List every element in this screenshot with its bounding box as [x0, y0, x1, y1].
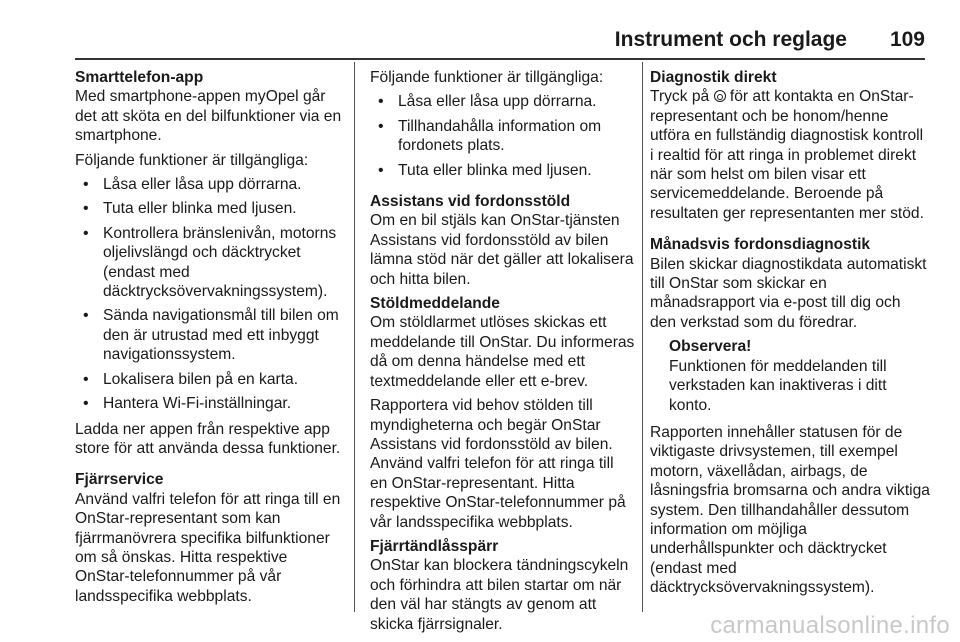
watermark: carmanualsonline.info	[710, 612, 950, 639]
onstar-button-icon	[714, 90, 726, 102]
paragraph: Bilen skickar diagnostikdata automatiskt till OnStar som skickar en månadsrapport via e-post till dig och den verkstad som du föredrar.	[650, 255, 927, 331]
paragraph: Rapporten innehåller statusen för de viktigaste drivsystemen, till exempel motorn, växellådan, airbags, de låsningsfria bromsarna och andra viktiga system. Den tillhandahåller dessutom information om möjliga underhållspunkter och däcktrycket (endast med däcktrycksövervakningssystem).	[650, 423, 930, 597]
text-fragment: Tryck på	[650, 88, 710, 106]
paragraph: Följande funktioner är tillgängliga:	[75, 151, 309, 169]
list-item: • Kontrollera bränslenivån, motorns oljelivslängd och däcktrycket (endast med däcktrycksövervakningssystem).	[75, 224, 345, 302]
paragraph	[650, 87, 930, 223]
bullet-list	[370, 92, 635, 180]
section-title-diagnostics-direct: Diagnostik direkt	[650, 69, 777, 86]
list-item: • Låsa eller låsa upp dörrarna.	[75, 175, 345, 194]
column-2	[370, 68, 635, 639]
column-divider-2	[642, 62, 643, 612]
paragraph: Rapportera vid behov stölden till myndigheterna och begär OnStar Assistans vid fordonsstöld av bilen. Använd valfri telefon för att ringa till en OnStar-representant. Hitta respektive OnStar-telefonnummer på vår landsspecifika webbplats.	[370, 397, 626, 531]
bullet-list	[75, 175, 345, 413]
paragraph: Med smartphone-appen myOpel går det att sköta en del bilfunktioner via en smartphone.	[75, 88, 342, 145]
column-1	[75, 68, 345, 611]
list-item: • Lokalisera bilen på en karta.	[75, 370, 345, 389]
text-fragment: för att kontakta en OnStar-representant och be honom/henne utföra en fullständig diagnostisk kontroll i realtid för att ringa in problemet direkt när som helst om bilen visar ett servicemeddelande. Beroende på resultaten ger representanten mer stöd.	[650, 88, 924, 222]
page-number: 109	[889, 28, 925, 51]
paragraph: Använd valfri telefon för att ringa till en OnStar-representant som kan fjärrmanövrera specifika bilfunktioner om så önskas. Hitta respektive OnStar-telefonnummer på vår landsspecifika webbplats.	[75, 490, 341, 605]
list-item: • Tuta eller blinka med ljusen.	[75, 199, 345, 218]
paragraph: OnStar kan blockera tändningscykeln och förhindra att bilen startar om när den väl har stängts av genom att skicka fjärrsignaler.	[370, 557, 629, 633]
list-item: • Hantera Wi-Fi-inställningar.	[75, 394, 345, 413]
note-title: Observera!	[669, 338, 752, 356]
header-title: Instrument och reglage	[614, 28, 847, 51]
page-header	[75, 24, 925, 60]
paragraph: Följande funktioner är tillgängliga:	[370, 69, 604, 86]
column-divider-1	[354, 62, 355, 612]
list-item: • Tillhandahålla information om fordonets plats.	[370, 117, 635, 156]
paragraph: Om stöldlarmet utlöses skickas ett meddelande till OnStar. Du informeras då om denna händelse med ett textmeddelande eller ett e-brev.	[370, 314, 635, 390]
section-title-smartphone-app: Smarttelefon-app	[75, 69, 204, 86]
header-rule	[75, 58, 925, 60]
section-title-theft-assistance: Assistans vid fordonsstöld	[370, 193, 571, 211]
section-title-remote-service: Fjärrservice	[75, 471, 164, 489]
note-text: Funktionen för meddelanden till verkstaden kan inaktiveras i ditt konto.	[669, 357, 887, 414]
list-item: • Låsa eller låsa upp dörrarna.	[370, 92, 635, 111]
section-title-theft-alert: Stöldmeddelande	[370, 295, 500, 313]
note-box	[650, 337, 930, 415]
paragraph: Om en bil stjäls kan OnStar-tjänsten Assistans vid fordonsstöld av bilen lämna stöd när det gäller att lokalisera och hitta bilen.	[370, 212, 634, 288]
column-3	[650, 68, 930, 603]
list-item: • Tuta eller blinka med ljusen.	[370, 161, 635, 180]
paragraph: Ladda ner appen från respektive app store för att använda dessa funktioner.	[75, 420, 341, 457]
section-title-remote-ignition-block: Fjärrtändlåsspärr	[370, 537, 499, 555]
section-title-monthly-diagnostics: Månadsvis fordonsdiagnostik	[650, 236, 871, 254]
list-item: • Sända navigationsmål till bilen om den är utrustad med ett inbyggt navigationssystem.	[75, 306, 345, 364]
